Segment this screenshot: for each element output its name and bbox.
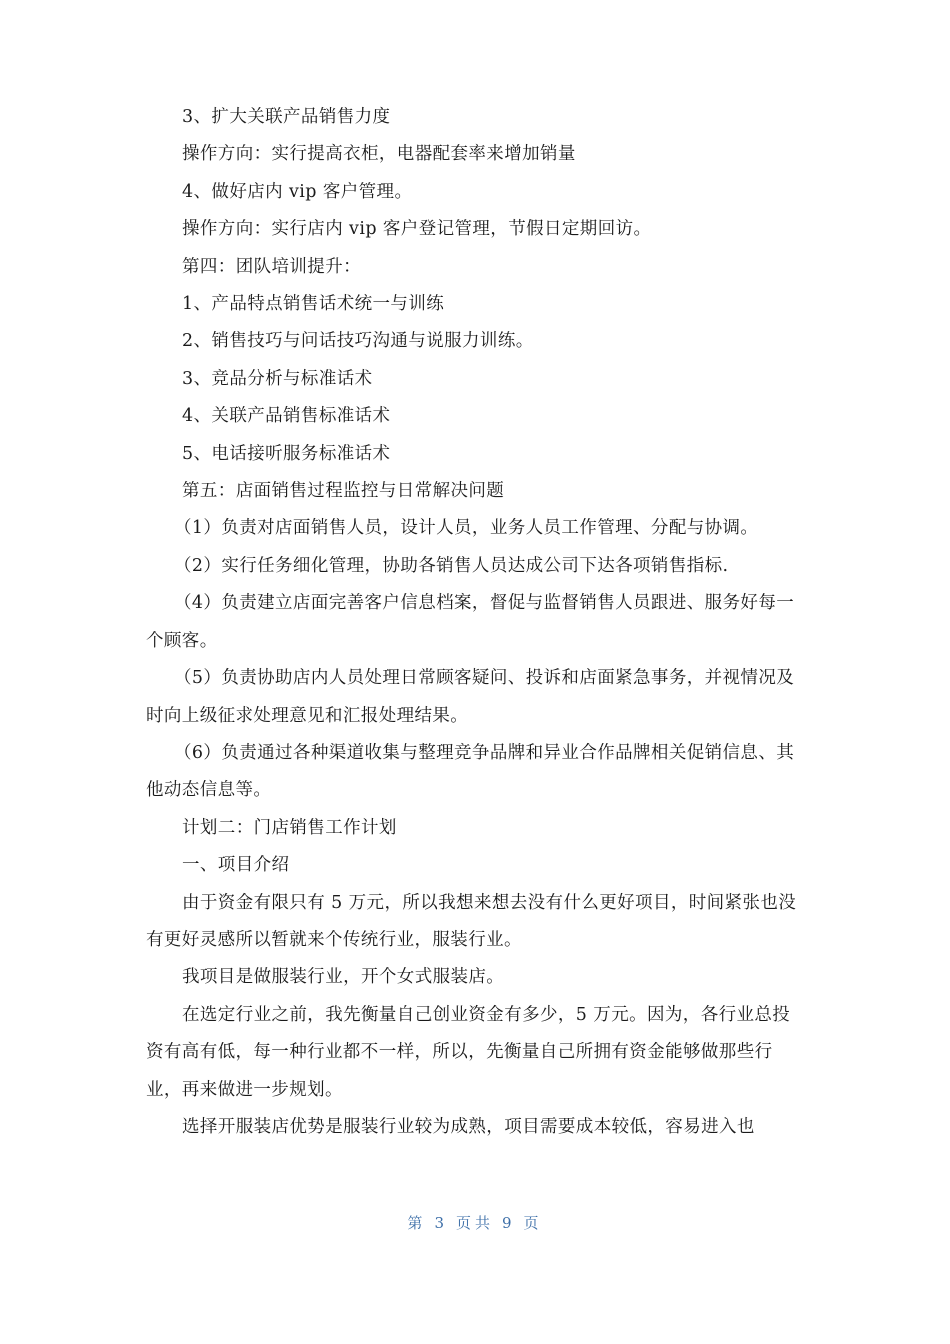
section-heading: 一、项目介绍 bbox=[182, 855, 290, 876]
paragraph: 3、竞品分析与标准话术 bbox=[182, 368, 373, 389]
footer-prefix: 第 bbox=[407, 1214, 427, 1232]
paragraph: 1、产品特点销售话术统一与训练 bbox=[182, 294, 445, 315]
paragraph: 操作方向：实行店内 vip 客户登记管理，节假日定期回访。 bbox=[182, 219, 652, 240]
section-heading: 计划二：门店销售工作计划 bbox=[182, 817, 397, 838]
footer-middle: 页共 bbox=[455, 1214, 494, 1232]
page-number-current: 3 bbox=[434, 1214, 448, 1232]
paragraph: 4、关联产品销售标准话术 bbox=[182, 406, 391, 427]
page-number-total: 9 bbox=[502, 1214, 516, 1232]
section-heading: 第四：团队培训提升： bbox=[182, 256, 361, 277]
paragraph: 我项目是做服装行业，开个女式服装店。 bbox=[182, 967, 505, 988]
paragraph: （1）负责对店面销售人员，设计人员，业务人员工作管理、分配与协调。 bbox=[174, 518, 759, 539]
document-body bbox=[146, 99, 806, 1146]
paragraph: （4）负责建立店面完善客户信息档案，督促与监督销售人员跟进、服务好每一个顾客。 bbox=[146, 593, 795, 651]
paragraph: 由于资金有限只有 5 万元，所以我想来想去没有什么更好项目，时间紧张也没有更好灵感所以暂就来个传统行业，服装行业。 bbox=[146, 892, 797, 950]
page-footer bbox=[0, 1212, 950, 1233]
paragraph: 5、电话接听服务标准话术 bbox=[182, 443, 391, 464]
paragraph: （2）实行任务细化管理，协助各销售人员达成公司下达各项销售指标. bbox=[174, 555, 729, 576]
section-heading: 第五：店面销售过程监控与日常解决问题 bbox=[182, 481, 505, 502]
paragraph: （6）负责通过各种渠道收集与整理竞争品牌和异业合作品牌相关促销信息、其他动态信息等。 bbox=[146, 742, 795, 801]
paragraph: 操作方向：实行提高衣柜，电器配套率来增加销量 bbox=[182, 144, 576, 165]
footer-suffix: 页 bbox=[523, 1214, 543, 1232]
paragraph: 选择开服装店优势是服装行业较为成熟，项目需要成本较低，容易进入也 bbox=[182, 1116, 755, 1137]
paragraph: 2、销售技巧与问话技巧沟通与说服力训练。 bbox=[182, 331, 534, 352]
paragraph: 3、扩大关联产品销售力度 bbox=[182, 107, 391, 127]
paragraph: 4、做好店内 vip 客户管理。 bbox=[182, 181, 413, 202]
paragraph: （5）负责协助店内人员处理日常顾客疑问、投诉和店面紧急事务，并视情况及时向上级征求处理意见和汇报处理结果。 bbox=[146, 668, 795, 726]
paragraph: 在选定行业之前，我先衡量自己创业资金有多少，5 万元。因为，各行业总投资有高有低，每一种行业都不一样，所以，先衡量自己所拥有资金能够做那些行业，再来做进一步规划。 bbox=[146, 1004, 791, 1100]
